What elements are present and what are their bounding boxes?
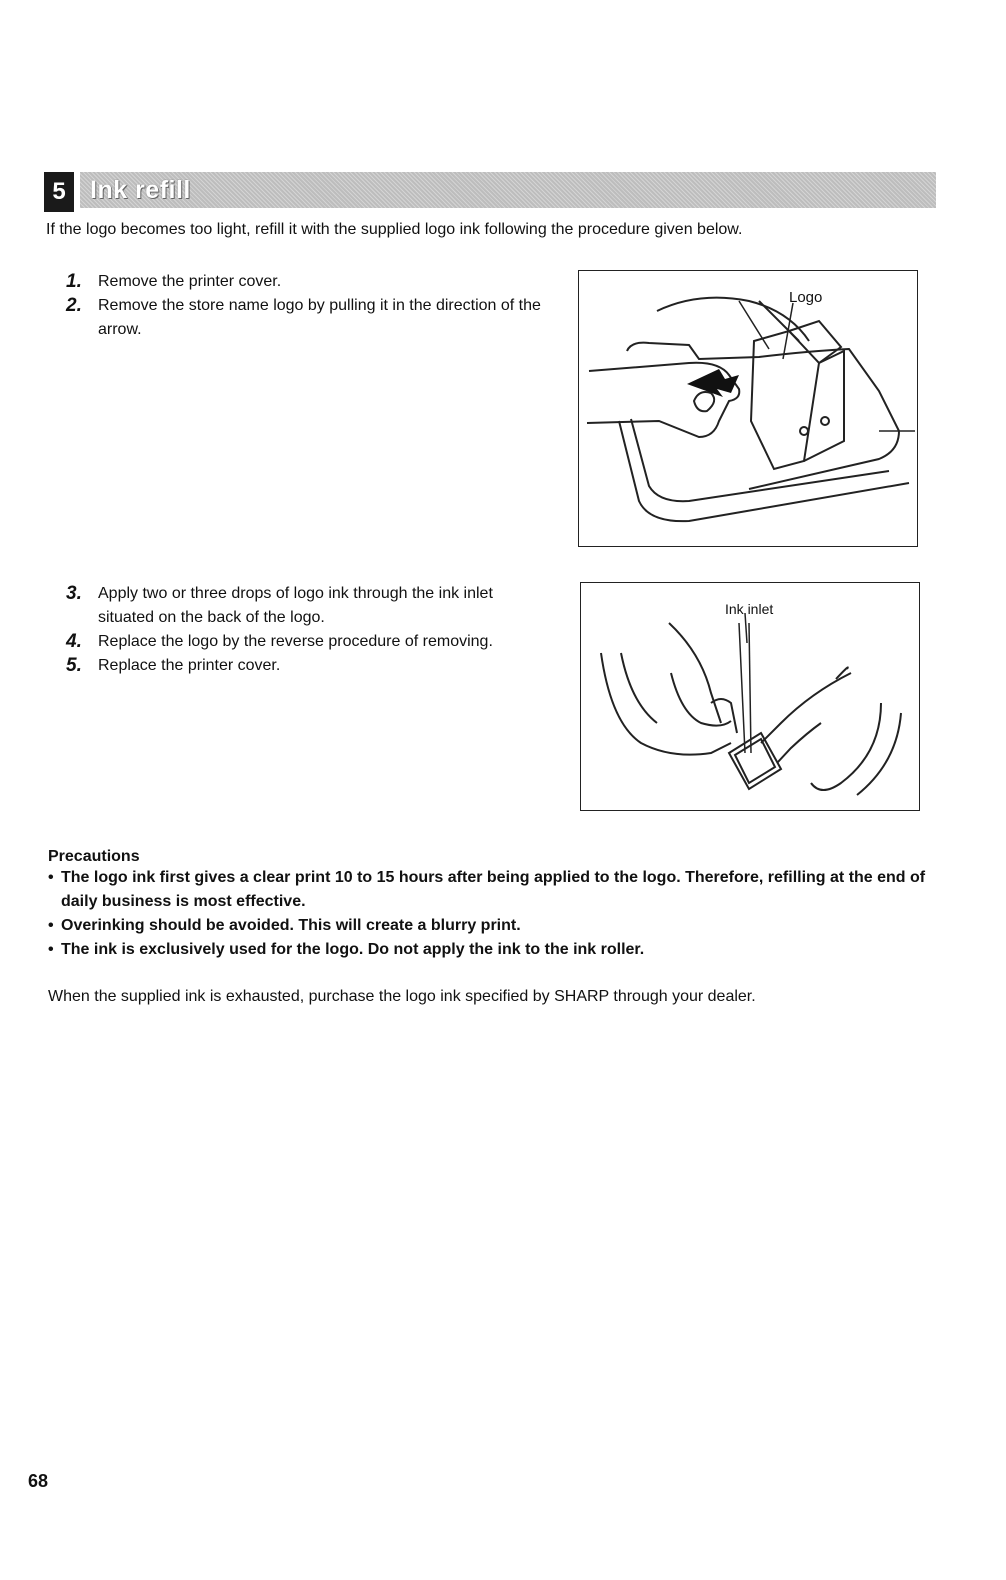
step-text: Replace the printer cover. [98,657,281,674]
page-number: 68 [28,1471,49,1491]
figure-callout-ink-inlet: Ink inlet [725,601,774,617]
precaution-text: Overinking should be avoided. This will create a blurry print. [61,917,521,934]
section-title-bar [80,172,936,208]
section-title: Ink refill [90,175,191,204]
step-text: Replace the logo by the reverse procedure of removing. [98,633,493,650]
figure-logo-removal [578,270,918,547]
step-text: Remove the printer cover. [98,273,282,290]
step-number: 4. [66,631,82,652]
figure-ink-application [580,582,920,811]
figure-callout-logo: Logo [789,289,823,306]
step-text: Remove the store name logo by pulling it in the direction of the arrow. [98,297,541,338]
printer-illustration [579,271,917,546]
precaution-text: The ink is exclusively used for the logo. Do not apply the ink to the ink roller. [61,941,645,958]
step-3 [66,582,566,630]
step-number: 2. [66,295,82,316]
step-number: 1. [66,271,82,292]
precaution-item [48,914,948,938]
precaution-item [48,866,948,914]
bullet: • [48,869,54,886]
step-5 [66,654,566,678]
step-4 [66,630,566,654]
bullet: • [48,941,54,958]
step-number: 3. [66,583,82,604]
section-number-badge: 5 [44,172,74,212]
bullet: • [48,917,54,934]
precautions-heading: Precautions [48,848,140,865]
step-text: Apply two or three drops of logo ink through the ink inlet situated on the back of the logo. [98,585,493,626]
intro-paragraph: If the logo becomes too light, refill it with the supplied logo ink following the procedure given below. [46,221,743,238]
precaution-item [48,938,948,962]
precautions-list [48,866,948,962]
precaution-text: The logo ink first gives a clear print 10 to 15 hours after being applied to the logo. Therefore, refilling at the end of daily business is most effective. [61,869,926,910]
step-1 [66,270,566,294]
step-2 [66,294,566,342]
step-number: 5. [66,655,82,676]
closing-paragraph: When the supplied ink is exhausted, purchase the logo ink specified by SHARP through your dealer. [48,988,756,1005]
hands-ink-illustration [581,583,919,810]
